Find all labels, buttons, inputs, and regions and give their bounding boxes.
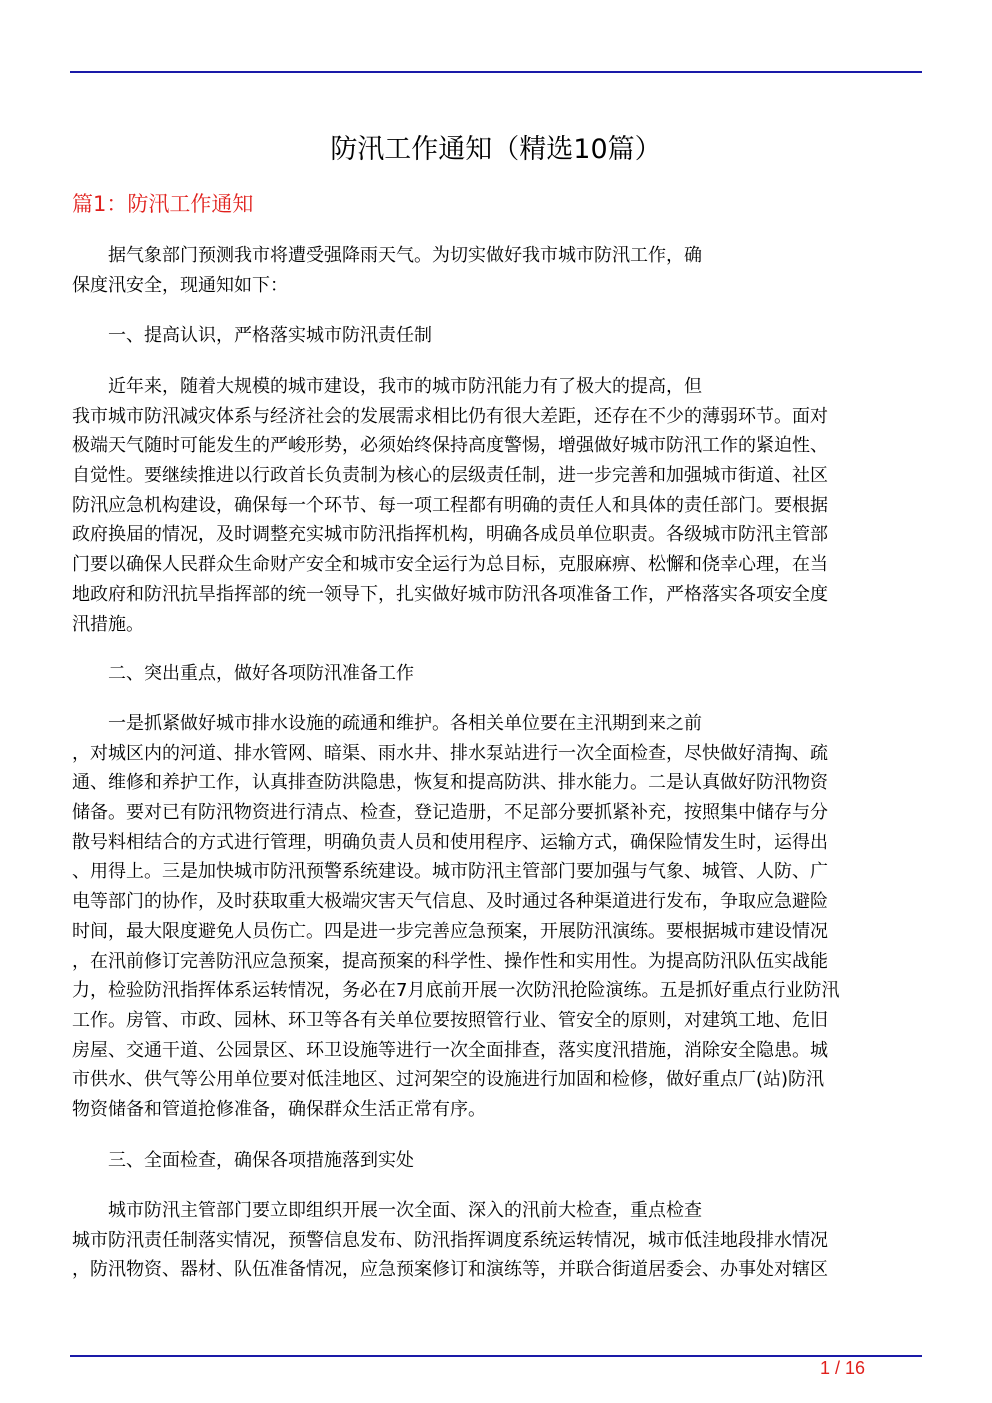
text-line: ，防汛物资、器材、队伍准备情况，应急预案修订和演练等，并联合街道居委会、办事处对辖区: [72, 1259, 828, 1281]
paragraph: [72, 1196, 924, 1285]
text-line: 电等部门的协作，及时获取重大极端灾害天气信息、及时通过各种渠道进行发布，争取应急避险: [72, 891, 828, 913]
text-line: 我市城市防汛减灾体系与经济社会的发展需求相比仍有很大差距，还存在不少的薄弱环节。面对: [72, 405, 828, 427]
text-line: 城市防汛主管部门要立即组织开展一次全面、深入的汛前大检查，重点检查: [108, 1200, 702, 1221]
text-line: 极端天气随时可能发生的严峻形势，必须始终保持高度警惕，增强做好城市防汛工作的紧迫性、: [72, 435, 828, 457]
text-line: 城市防汛责任制落实情况，预警信息发布、防汛指挥调度系统运转情况，城市低洼地段排水情况: [72, 1229, 828, 1251]
page-title: 防汛工作通知（精选10篇）: [330, 134, 662, 165]
text-line: 储备。要对已有防汛物资进行清点、检查，登记造册，不足部分要抓紧补充，按照集中储存与分: [72, 802, 828, 824]
paragraph: [72, 659, 924, 689]
paragraph: [72, 241, 924, 300]
text-line: 防汛应急机构建设，确保每一个环节、每一项工程都有明确的责任人和具体的责任部门。要根据: [72, 494, 828, 516]
section-heading: 篇1：防汛工作通知: [72, 192, 254, 216]
paragraph: [72, 321, 924, 351]
text-line: 力，检验防汛指挥体系运转情况，务必在7月底前开展一次防汛抢险演练。五是抓好重点行业防汛: [72, 980, 840, 1002]
page-number: 1 / 16: [820, 1358, 866, 1378]
text-line: 二、突出重点，做好各项防汛准备工作: [108, 663, 414, 684]
text-line: 工作。房管、市政、园林、环卫等各有关单位要按照管行业、管安全的原则，对建筑工地、危旧: [72, 1009, 828, 1031]
text-line: 地政府和防汛抗旱指挥部的统一领导下，扎实做好城市防汛各项准备工作，严格落实各项安全度: [72, 583, 828, 605]
text-line: 近年来，随着大规模的城市建设，我市的城市防汛能力有了极大的提高，但: [108, 376, 702, 397]
header-rule: [70, 71, 922, 73]
text-line: 自觉性。要继续推进以行政首长负责制为核心的层级责任制，进一步完善和加强城市街道、社区: [72, 465, 828, 487]
text-line: 门要以确保人民群众生命财产安全和城市安全运行为总目标，克服麻痹、松懈和侥幸心理，在当: [72, 554, 828, 576]
text-line: 据气象部门预测我市将遭受强降雨天气。为切实做好我市城市防汛工作，确: [108, 245, 702, 266]
paragraph: [72, 709, 924, 1125]
text-line: 时间，最大限度避免人员伤亡。四是进一步完善应急预案，开展防汛演练。要根据城市建设情况: [72, 920, 828, 942]
text-line: 政府换届的情况，及时调整充实城市防汛指挥机构，明确各成员单位职责。各级城市防汛主管部: [72, 524, 828, 546]
text-line: 物资储备和管道抢修准备，确保群众生活正常有序。: [72, 1098, 486, 1120]
text-line: ，在汛前修订完善防汛应急预案，提高预案的科学性、操作性和实用性。为提高防汛队伍实战能: [72, 950, 828, 972]
text-line: 房屋、交通干道、公园景区、环卫设施等进行一次全面排查，落实度汛措施，消除安全隐患。城: [72, 1039, 828, 1061]
text-line: 散号料相结合的方式进行管理，明确负责人员和使用程序、运输方式，确保险情发生时，运得出: [72, 831, 828, 853]
text-line: 通、维修和养护工作，认真排查防洪隐患，恢复和提高防洪、排水能力。二是认真做好防汛物资: [72, 772, 828, 794]
text-line: ，对城区内的河道、排水管网、暗渠、雨水井、排水泵站进行一次全面检查，尽快做好清掏、疏: [72, 742, 828, 764]
footer-rule: [70, 1355, 922, 1357]
paragraph: [72, 372, 924, 639]
paragraph: [72, 1146, 924, 1176]
text-line: 、用得上。三是加快城市防汛预警系统建设。城市防汛主管部门要加强与气象、城管、人防、广: [72, 861, 828, 883]
text-line: 保度汛安全，现通知如下：: [72, 274, 288, 296]
text-line: 一、提高认识，严格落实城市防汛责任制: [108, 325, 432, 346]
text-line: 三、全面检查，确保各项措施落到实处: [108, 1150, 414, 1171]
text-line: 一是抓紧做好城市排水设施的疏通和维护。各相关单位要在主汛期到来之前: [108, 713, 702, 734]
text-line: 汛措施。: [72, 613, 144, 635]
text-line: 市供水、供气等公用单位要对低洼地区、过河架空的设施进行加固和检修，做好重点厂(站)防汛: [72, 1069, 825, 1091]
